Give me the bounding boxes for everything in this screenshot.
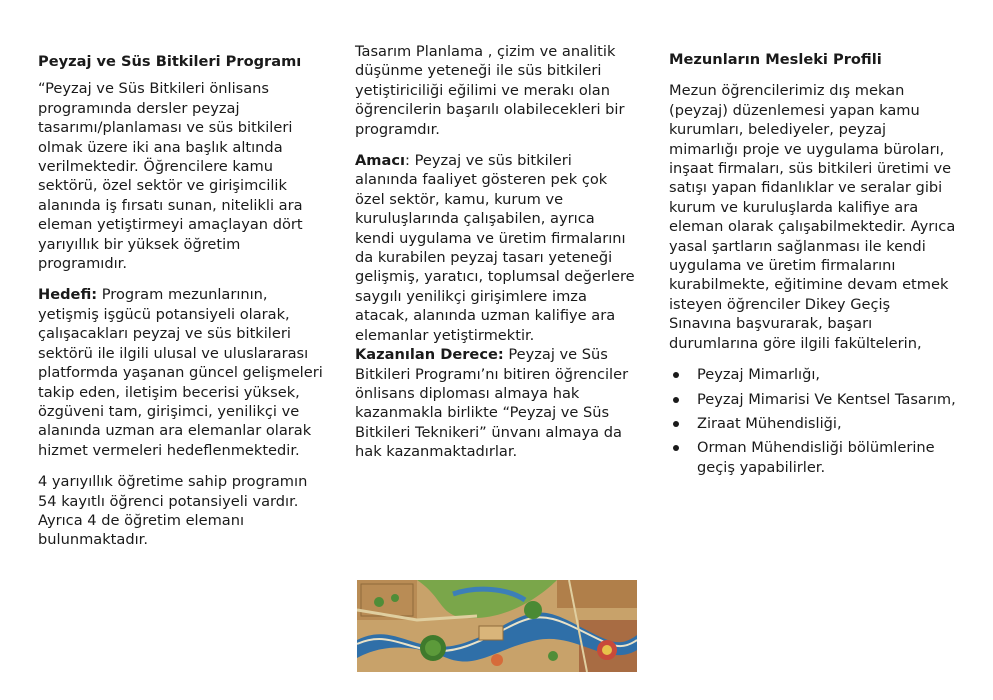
continued-intro: Tasarım Planlama , çizim ve analitik düşünme yeteneği ile süs bitkileri yetiştiriciliği eğilimi ve merakı olan öğrencilerin başarılı olabilecekleri bir programdır.	[355, 43, 625, 138]
bullet-icon	[673, 397, 679, 403]
profile-heading: Mezunların Mesleki Profili	[669, 51, 882, 68]
goal-paragraph	[38, 285, 328, 460]
bullet-icon	[673, 372, 679, 378]
degree-text: Peyzaj ve Süs Bitkileri Programı’nı bitiren öğrenciler önlisans diploması almaya hak kazanmakla birlikte “Peyzaj ve Süs Bitkileri Teknikeri” ünvanı almaya da hak kazanmaktadırlar.	[355, 346, 629, 461]
list-item: Peyzaj Mimarlığı,	[669, 365, 957, 384]
program-heading: Peyzaj ve Süs Bitkileri Programı	[38, 53, 302, 70]
goal-label: Hedefi:	[38, 286, 98, 304]
program-stats: 4 yarıyıllık öğretime sahip programın 54 kayıtlı öğrenci potansiyeli vardır. Ayrıca 4 de öğretim elemanı bulunmaktadır.	[38, 473, 308, 549]
bullet-icon	[673, 421, 679, 427]
list-item: Peyzaj Mimarisi Ve Kentsel Tasarım,	[669, 390, 957, 409]
right-column	[669, 50, 957, 482]
degree-paragraph	[355, 345, 637, 461]
goal-text: Program mezunlarının, yetişmiş işgücü potansiyeli olarak, çalışacakları peyzaj ve süs bitkileri sektörü ile ilgili ulusal ve uluslararası platformda yaşanan güncel gelişmeleri takip eden, iletişim becerisi yüksek, özgüveni tam, girişimci, yenilikçi ve alanında uzman ara elemanlar olarak hizmet vermeleri hedeflenmektedir.	[38, 286, 323, 459]
landscape-plan-illustration	[357, 580, 637, 672]
aim-paragraph	[355, 151, 637, 345]
bullet-icon	[673, 445, 679, 451]
aim-text: : Peyzaj ve süs bitkileri alanında faaliyet gösteren pek çok özel sektör, kamu, kurum ve kuruluşlarında çalışabilen, ayrıca kendi uygulama ve üretim firmalarını da kurabilen peyzaj tasarı yeteneği gelişmiş, yaratıcı, toplumsal değerlere saygılı yenilikçi girişimlere imza atacak, alanında uzman kalifiye ara elemanlar yetiştirmektir.	[355, 152, 635, 344]
faculty-list	[669, 365, 957, 477]
degree-label: Kazanılan Derece:	[355, 346, 504, 364]
landscape-plan-image	[357, 580, 637, 672]
profile-text: Mezun öğrencilerimiz dış mekan (peyzaj) düzenlemesi yapan kamu kurumları, belediyeler, peyzaj mimarlığı proje ve uygulama büroları, inşaat firmaları, süs bitkileri üretimi ve satışı yapan fidanlıklar ve seralar gibi kurum ve kuruluşlarda kalifiye ara eleman olarak çalışabilmektedir. Ayrıca yasal şartların sağlanması ile kendi uygulama ve üretim firmalarını kurabilmekte, eğitimine devam etmek isteyen öğrenciler Dikey Geçiş Sınavına başvurarak, başarı durumlarına göre ilgili fakültelerin,	[669, 82, 956, 352]
list-item: Ziraat Mühendisliği,	[669, 414, 957, 433]
left-column	[38, 52, 328, 550]
program-intro: “Peyzaj ve Süs Bitkileri önlisans programında dersler peyzaj tasarımı/planlaması ve süs bitkileri olmak üzere iki ana başlık altında verilmektedir. Öğrencilere kamu sektörü, özel sektör ve girişimcilik alanında iş fırsatı sunan, nitelikli ara eleman yetiştirmeyi amaçlayan dört yarıyıllık bir yüksek öğretim programıdır.	[38, 80, 303, 273]
middle-column	[355, 42, 637, 462]
list-item: Orman Mühendisliği bölümlerine geçiş yapabilirler.	[669, 438, 957, 477]
aim-label: Amacı	[355, 152, 406, 170]
